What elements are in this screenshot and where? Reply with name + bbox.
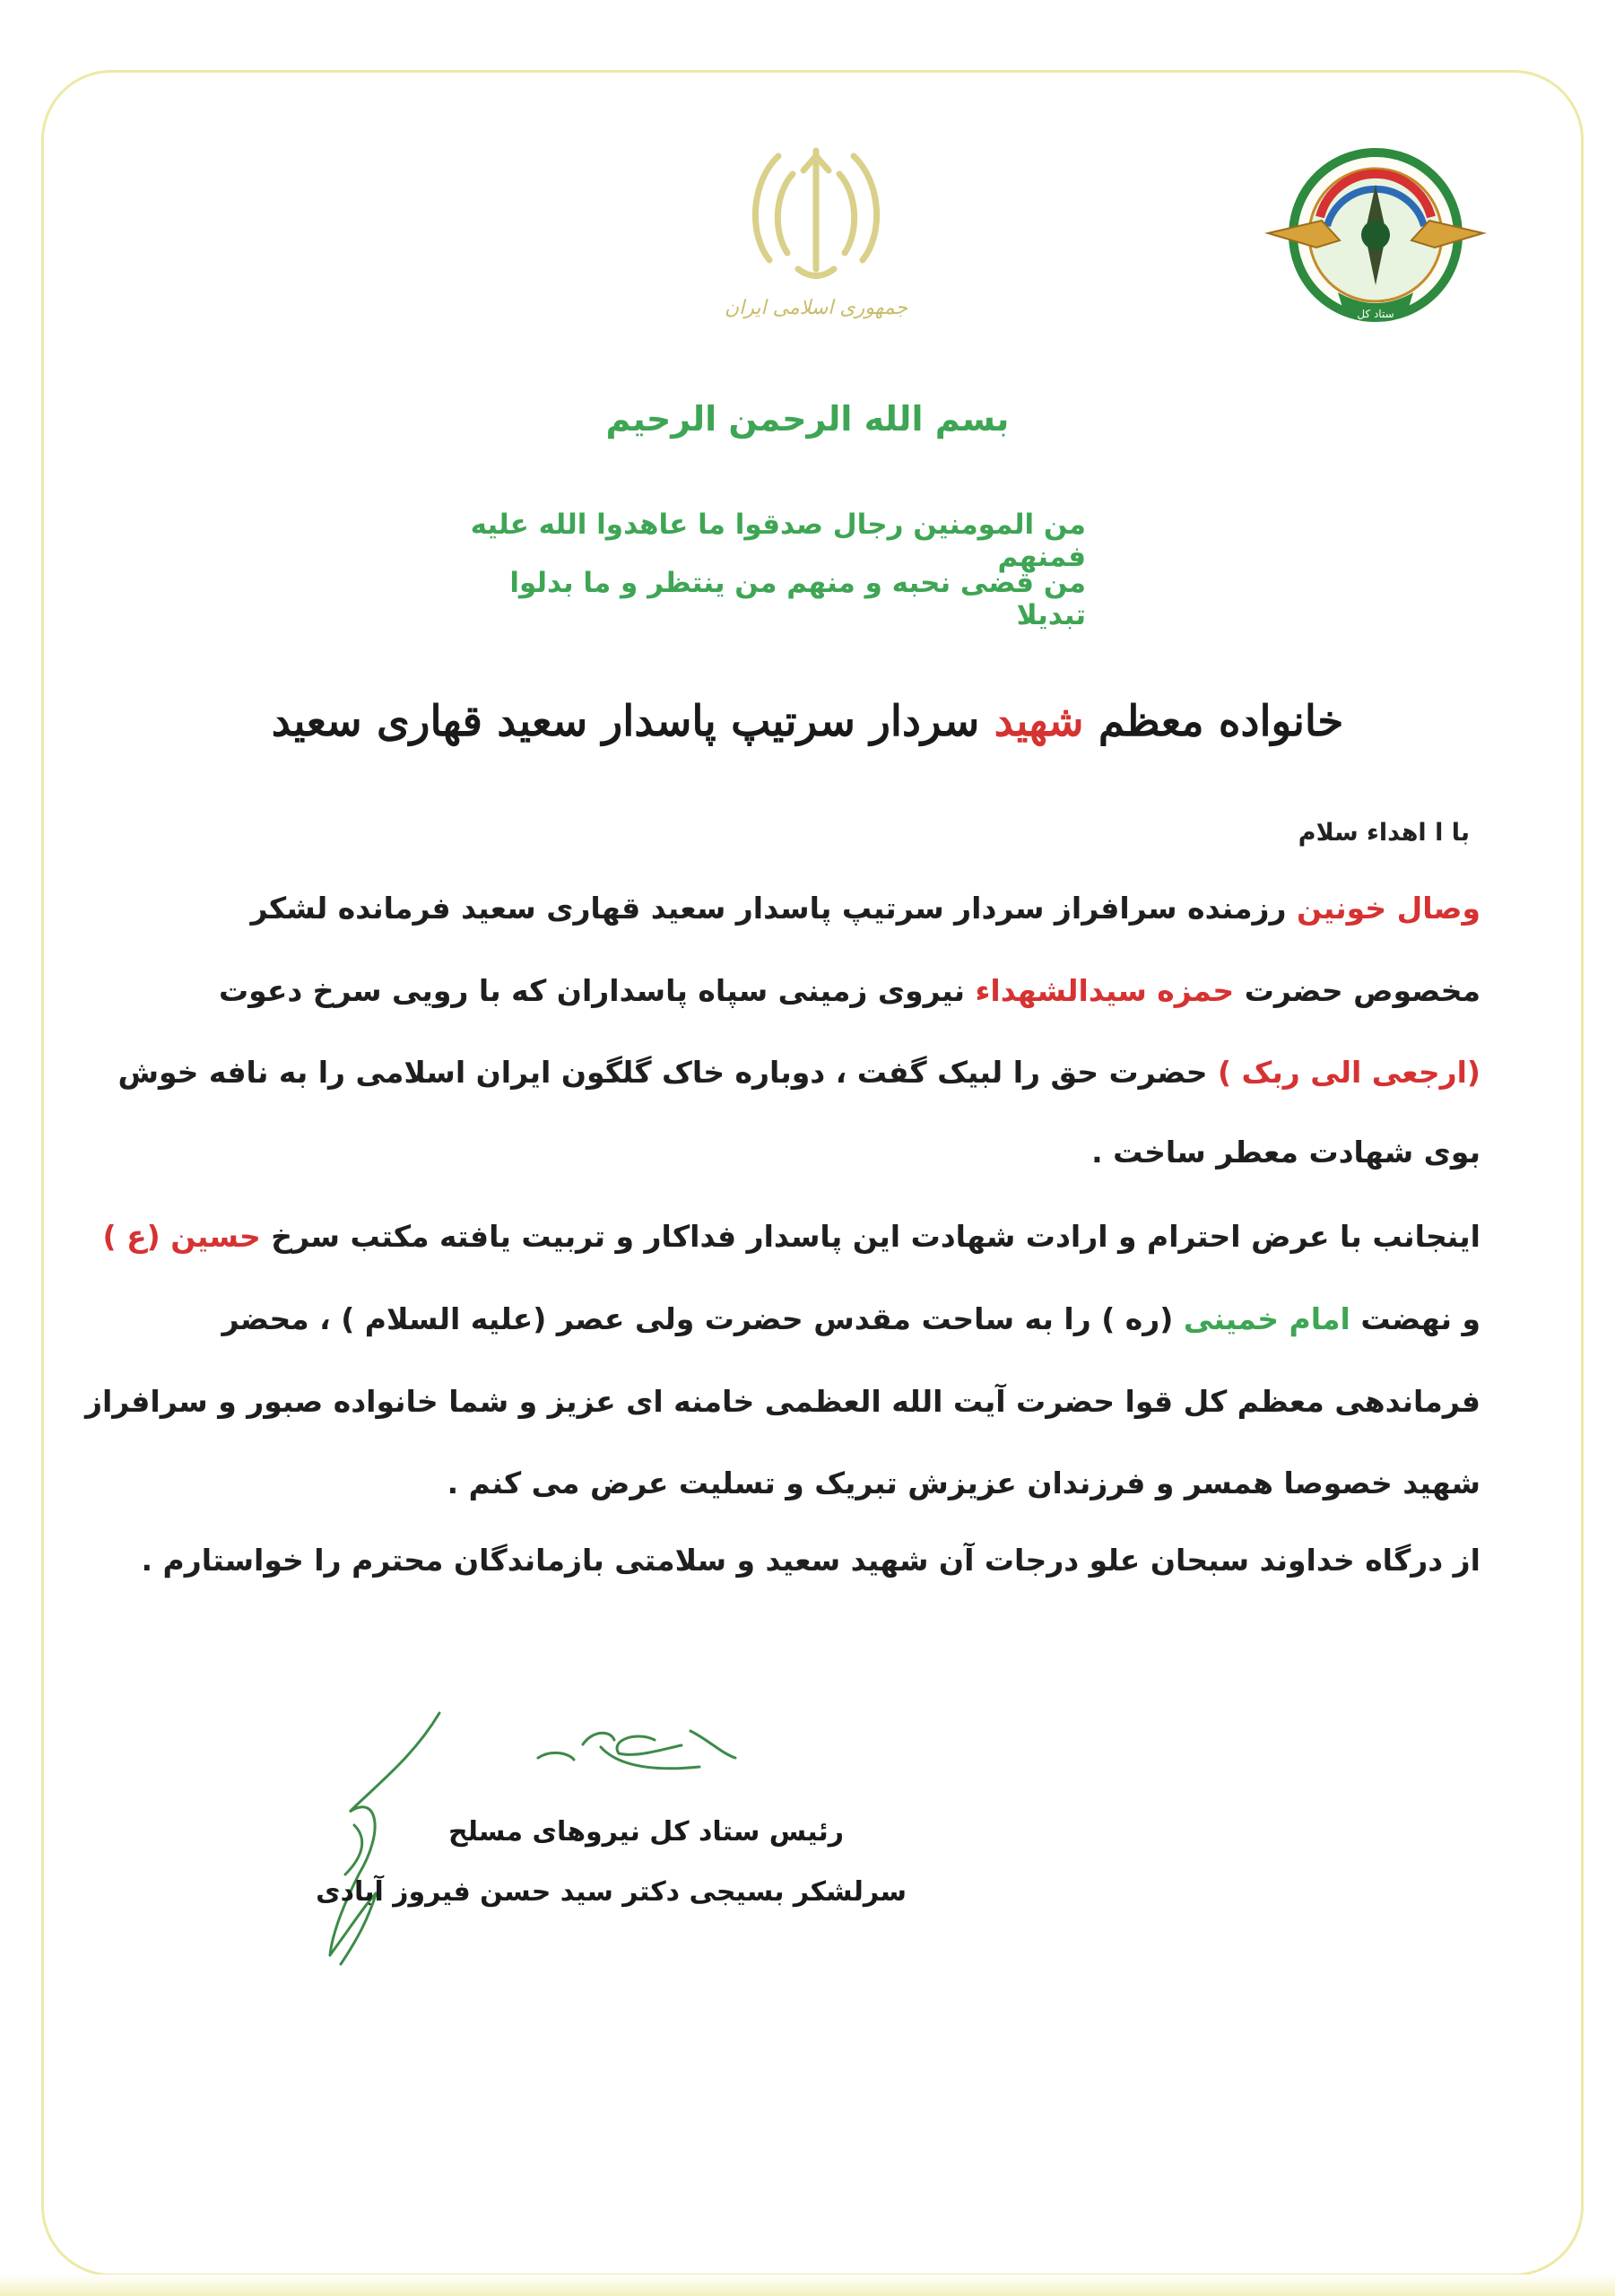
greeting: با ا اهداء سلام [1298,819,1470,847]
body-line-2 [126,966,1480,1016]
body-text-segment: و نهضت [1350,1301,1480,1336]
body-text-segment: اینجانب با عرض احترام و ارادت شهادت این پاسدار فداکار و تربیت یافته مکتب سرخ [260,1219,1480,1254]
body-line-3 [117,1048,1480,1098]
body-red-phrase: وصال خونین [1297,891,1480,926]
signatory-title: رئیس ستاد کل نیروهای مسلح [448,1816,844,1848]
emblem-caption: جمهوری اسلامی ایران [724,297,908,319]
body-red-phrase: (ارجعی الی ربک ) [1217,1055,1480,1090]
body-text-segment: رزمنده سرافراز سردار سرتیپ پاسدار سعید قهاری سعید فرمانده لشکر [250,891,1298,926]
body-red-phrase: حمزه سیدالشهداء [975,973,1235,1008]
verse-line-1: من المومنین رجال صدقوا ما عاهدوا الله علیه فمنهم [470,509,1086,573]
letter-heading [0,697,1615,746]
page-bottom-edge [0,2274,1615,2296]
body-line-4: بوی شهادت معطر ساخت . [1091,1135,1480,1170]
heading-martyr-word: شهید [994,697,1084,746]
body-text-segment: نیروی زمینی سپاه پاسداران که با رویی سرخ دعوت [218,973,976,1008]
body-red-phrase: حسین (ع ) [102,1219,261,1254]
armed-forces-seal-icon [1259,135,1492,341]
body-line-1 [126,883,1480,934]
body-text-segment: مخصوص حضرت [1234,973,1480,1008]
verse-line-2: من قضی نحبه و منهم من ینتظر و ما بدلوا تبدیلا [509,567,1086,631]
basmala: بسم الله الرحمن الرحیم [605,399,1010,439]
heading-name: سردار سرتیپ پاسدار سعید قهاری سعید [271,697,980,746]
signatory-name: سرلشکر بسیجی دکتر سید حسن فیروز آبادی [316,1876,907,1908]
svg-text:ستاد کل: ستاد کل [1357,308,1394,320]
body-text-segment: حضرت حق را لبیک گفت ، دوباره خاک گلگون ایران اسلامی را به نافه خوش [117,1055,1218,1090]
heading-prefix: خانواده معظم [1098,697,1344,746]
body-line-6 [126,1294,1480,1344]
body-text-segment: (ره ) را به ساحت مقدس حضرت ولی عصر (علیه السلام ) ، محضر [221,1301,1184,1336]
body-green-phrase: امام خمینی [1183,1301,1350,1336]
body-line-5 [102,1212,1480,1262]
body-line-7: فرماندهی معظم کل قوا حضرت آیت الله العظمی خامنه ای عزیز و شما خانواده صبور و سرافراز [84,1384,1480,1419]
body-line-8: شهید خصوصا همسر و فرزندان عزیزش تبریک و تسلیت عرض می کنم . [447,1465,1480,1500]
iran-emblem-icon [724,135,908,323]
body-line-9: از درگاه خداوند سبحان علو درجات آن شهید سعید و سلامتی بازماندگان محترم را خواستارم . [141,1543,1480,1578]
